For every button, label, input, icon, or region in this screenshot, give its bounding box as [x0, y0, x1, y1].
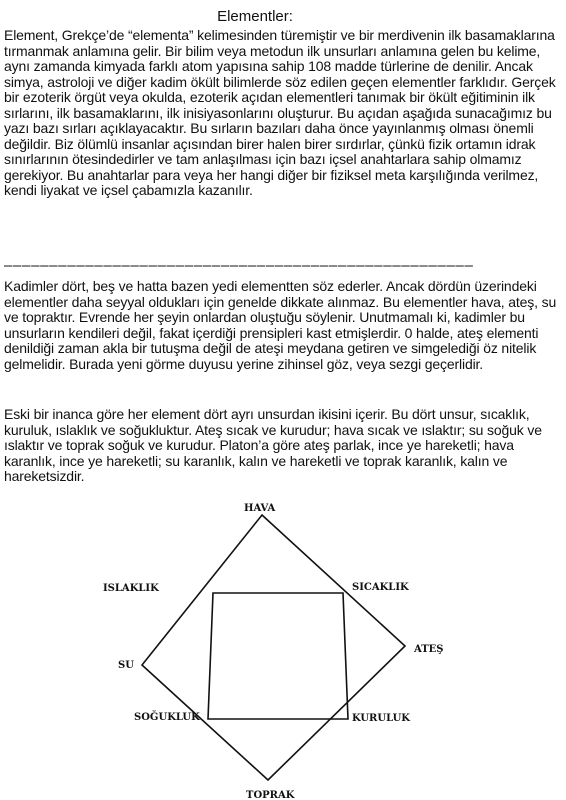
- elements-diagram: [0, 498, 566, 800]
- label-islaklik: ISLAKLIK: [103, 583, 159, 594]
- label-su: SU: [118, 660, 134, 671]
- label-kuruluk: KURULUK: [352, 713, 410, 724]
- dashed-separator: ————————————————————————————————————————————————————: [4, 259, 474, 274]
- outer-diamond: [142, 515, 405, 780]
- label-toprak: TOPRAK: [246, 790, 295, 800]
- document-title: Elementler:: [217, 8, 293, 25]
- label-hava: HAVA: [244, 503, 276, 514]
- label-sogukluk: SOĞUKLUK: [134, 712, 200, 723]
- paragraph-3: Eski bir inanca göre her element dört ayrı unsurdan ikisini içerir. Bu dört unsur, sıcaklık, kuruluk, ıslaklık ve soğukluktur. Ateş sıcak ve kurudur; hava sıcak ve ıslaktır; su soğuk ve ıslaktır ve toprak soğuk ve kurudur. Platon’a göre ateş parlak, ince ye hareketli; hava karanlık, ince ye hareketli; su karanlık, kalın ve hareketli ve toprak karanlık, kalın ve hareketsizdir.: [4, 406, 542, 484]
- paragraph-1: Element, Grekçe’de “elementa” kelimesinden türemiştir ve bir merdivenin ilk basamaklarına tırmanmak anlamına gelir. Bir bilim veya metodun ilk unsurları anlamına gelen bu kelime, aynı zamanda kimyada farklı atom yapısına sahip 108 madde türlerine de denilir. Ancak simya, astroloji ve diğer kadim ökült bilimlerde söz edilen geçen elementler farklıdır. Gerçek bir ezoterik örgüt veya okulda, ezoterik açıdan elementleri tanımak bir ökült eğitiminin ilk sırlarını, ilk basamaklarını, ilk inisiyasonlarını oluşturur. Bu açıdan aşağıda sunacağımız bu yazı bazı sırları açıklayacaktır. Bu sırların bazıları daha önce yayınlanmış olması önemli değildir. Biz ölümlü insanlar açısından birer halen birer sırdırlar, çünkü fizik ortamın idrak sınırlarının ötesindedirler ve tam anlaşılması için bazı içsel anahtarlara sahip olmamız gerekiyor. Bu anahtarlar para veya her hangi diğer bir fiziksel meta karşılığında verilmez, kendi liyakat ve içsel çabamızla kazanılır.: [4, 27, 556, 198]
- paragraph-2: Kadimler dört, beş ve hatta bazen yedi elementten söz ederler. Ancak dördün üzerindeki elementler daha seyyal oldukları için genelde dikkate alınmaz. Bu elementler hava, ateş, su ve topraktır. Evrende her şeyin onlardan oluştuğu söylenir. Unutmamalı ki, kadimler bu unsurların kendileri değil, fakat içerdiği prensipleri kast etmişlerdir. 0 halde, ateş elementi denildiği zaman akla bir tutuşma değil de ateşi meydana getiren ve simgelediği öz nitelik gelmelidir. Burada yeni görme duyusu yerine zihinsel göz, veya sezgi geçerlidir.: [4, 278, 557, 372]
- label-ates: ATEŞ: [414, 644, 444, 655]
- label-sicaklik: SICAKLIK: [352, 582, 409, 593]
- inner-square: [208, 593, 348, 719]
